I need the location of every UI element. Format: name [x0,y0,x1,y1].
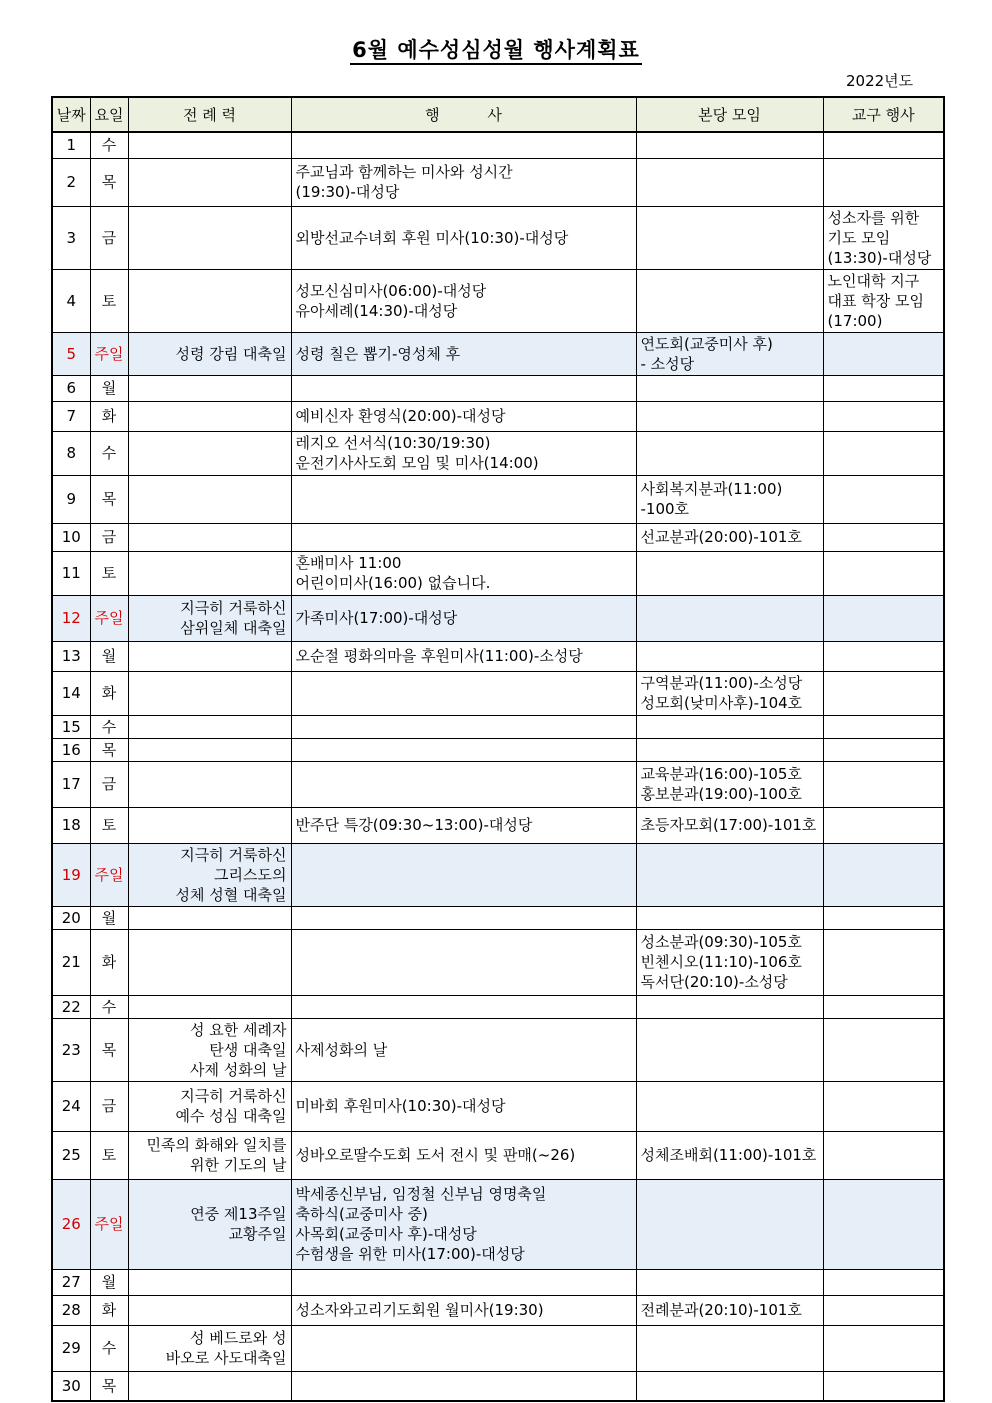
event-cell-line: 외방선교수녀회 후원 미사(10:30)-대성당 [295,228,569,247]
event-cell [291,595,636,641]
district-cell [823,1081,944,1131]
parish-cell [636,843,823,906]
district-cell [823,843,944,906]
event-cell [291,1018,636,1081]
district-cell [823,375,944,401]
parish-cell-line: 빈첸시오(11:10)-106호 [640,953,802,971]
table-row [52,332,944,375]
district-cell [823,523,944,551]
district-cell [823,1325,944,1371]
event-cell [291,807,636,843]
liturgy-cell-line: 지극히 거룩하신 [180,1087,287,1105]
liturgy-cell [128,269,291,332]
event-cell-line: 축하식(교중미사 중) [295,1205,428,1223]
header-weekday: 요일 [90,97,128,132]
parish-cell [636,431,823,475]
weekday-cell: 금 [90,761,128,807]
district-cell [823,332,944,375]
parish-cell [636,807,823,843]
table-row [52,1371,944,1401]
district-cell [823,401,944,431]
weekday-cell: 금 [90,523,128,551]
district-cell [823,269,944,332]
parish-cell [636,1295,823,1325]
event-cell [291,269,636,332]
event-cell-line: 주교님과 함께하는 미사와 성시간 [295,163,513,181]
event-cell [291,1295,636,1325]
parish-cell [636,401,823,431]
weekday-cell: 주일 [90,843,128,906]
liturgy-cell-line: 사제 성화의 날 [190,1060,287,1079]
event-cell [291,843,636,906]
day-cell: 30 [52,1371,90,1401]
day-cell: 9 [52,475,90,523]
event-cell [291,715,636,738]
district-cell [823,1371,944,1401]
table-row [52,671,944,715]
weekday-cell: 목 [90,738,128,761]
liturgy-cell [128,641,291,671]
district-cell [823,641,944,671]
parish-cell [636,206,823,269]
event-cell-line: 성소자와고리기도회원 월미사(19:30) [295,1301,544,1319]
event-cell-line: 사제성화의 날 [295,1040,388,1059]
parish-cell [636,523,823,551]
weekday-cell: 목 [90,1371,128,1401]
event-cell-line: 운전기사사도회 모임 및 미사(14:00) [295,454,539,472]
event-cell [291,375,636,401]
weekday-cell: 수 [90,132,128,158]
liturgy-cell [128,715,291,738]
day-cell: 27 [52,1269,90,1295]
event-cell-line: 성모신심미사(06:00)-대성당 [295,281,487,300]
schedule-table [51,96,945,1402]
weekday-cell: 월 [90,375,128,401]
day-cell: 17 [52,761,90,807]
parish-cell [636,132,823,158]
parish-cell [636,375,823,401]
parish-cell-line: 구역분과(11:00)-소성당 [640,674,803,692]
event-cell-line: 어린이미사(16:00) 없습니다. [295,574,491,592]
parish-cell-line: -100호 [640,500,690,518]
event-cell [291,431,636,475]
day-cell: 22 [52,995,90,1018]
event-cell-line: 수험생을 위한 미사(17:00)-대성당 [295,1245,525,1263]
table-row [52,995,944,1018]
parish-cell [636,1179,823,1269]
day-cell: 29 [52,1325,90,1371]
table-row [52,158,944,206]
parish-cell [636,551,823,595]
table-row [52,715,944,738]
parish-cell-line: 전례분과(20:10)-101호 [640,1301,802,1319]
liturgy-cell-line: 성 요한 세례자 [190,1020,287,1039]
parish-cell [636,158,823,206]
liturgy-cell-line: 바오로 사도대축일 [165,1349,287,1367]
district-cell [823,431,944,475]
page-title: 6월 예수성심성월 행사계획표 [0,34,992,64]
parish-cell [636,332,823,375]
weekday-cell: 수 [90,715,128,738]
event-cell [291,551,636,595]
parish-cell-line: 홍보분과(19:00)-100호 [640,785,802,803]
table-row [52,401,944,431]
parish-cell [636,1325,823,1371]
event-cell [291,929,636,995]
liturgy-cell [128,906,291,929]
day-cell: 18 [52,807,90,843]
district-cell [823,475,944,523]
day-cell: 4 [52,269,90,332]
liturgy-cell [128,132,291,158]
table-row [52,1018,944,1081]
district-cell [823,595,944,641]
weekday-cell: 토 [90,807,128,843]
weekday-cell: 주일 [90,332,128,375]
day-cell: 5 [52,332,90,375]
table-row [52,375,944,401]
table-row [52,641,944,671]
parish-cell-line: 연도회(교중미사 후) [640,334,773,353]
liturgy-cell-line: 연중 제13주일 [190,1205,287,1223]
liturgy-cell [128,158,291,206]
liturgy-cell-line: 지극히 거룩하신 [180,845,287,864]
event-cell [291,761,636,807]
liturgy-cell [128,1179,291,1269]
day-cell: 12 [52,595,90,641]
year-label: 2022년도 [846,72,914,90]
parish-cell [636,1371,823,1401]
table-row [52,551,944,595]
event-cell-line: 성령 칠은 뽑기-영성체 후 [295,344,461,363]
table-row [52,269,944,332]
event-cell [291,132,636,158]
header-liturgy: 전 례 력 [128,97,291,132]
district-cell [823,1269,944,1295]
parish-cell [636,929,823,995]
liturgy-cell-line: 삼위일체 대축일 [180,619,287,637]
event-cell-line: 가족미사(17:00)-대성당 [295,609,458,627]
district-cell [823,929,944,995]
district-cell [823,158,944,206]
table-row [52,843,944,906]
day-cell: 10 [52,523,90,551]
liturgy-cell [128,807,291,843]
parish-cell [636,595,823,641]
district-cell [823,551,944,595]
parish-cell [636,738,823,761]
table-row [52,761,944,807]
table-row [52,1295,944,1325]
parish-cell [636,641,823,671]
liturgy-cell [128,1131,291,1179]
day-cell: 23 [52,1018,90,1081]
event-cell [291,206,636,269]
parish-cell-line: 선교분과(20:00)-101호 [640,528,802,546]
day-cell: 6 [52,375,90,401]
event-cell-line: 사목회(교중미사 후)-대성당 [295,1225,477,1243]
liturgy-cell [128,738,291,761]
table-row [52,595,944,641]
day-cell: 13 [52,641,90,671]
event-cell-line: 혼배미사 11:00 [295,554,402,572]
district-cell [823,738,944,761]
event-cell [291,995,636,1018]
district-cell [823,1131,944,1179]
liturgy-cell [128,1269,291,1295]
weekday-cell: 목 [90,475,128,523]
day-cell: 28 [52,1295,90,1325]
event-cell-line: 미바회 후원미사(10:30)-대성당 [295,1097,506,1115]
parish-cell [636,995,823,1018]
event-cell-line: 오순절 평화의마을 후원미사(11:00)-소성당 [295,647,583,665]
liturgy-cell [128,1325,291,1371]
table-row [52,1179,944,1269]
weekday-cell: 토 [90,551,128,595]
event-cell [291,906,636,929]
table-row [52,1081,944,1131]
event-cell [291,738,636,761]
weekday-cell: 수 [90,1325,128,1371]
liturgy-cell [128,1018,291,1081]
table-row [52,807,944,843]
table-row [52,929,944,995]
table-row [52,206,944,269]
day-cell: 8 [52,431,90,475]
table-row [52,1269,944,1295]
parish-cell-line: 교육분과(16:00)-105호 [640,765,802,783]
table-row [52,475,944,523]
liturgy-cell-line: 성령 강림 대축일 [175,344,287,363]
liturgy-cell-line: 그리스도의 [214,865,287,884]
day-cell: 16 [52,738,90,761]
day-cell: 26 [52,1179,90,1269]
weekday-cell: 주일 [90,1179,128,1269]
district-cell-line: 노인대학 지구 [827,271,920,290]
weekday-cell: 목 [90,1018,128,1081]
event-cell [291,401,636,431]
weekday-cell: 수 [90,431,128,475]
header-day: 날짜 [52,97,90,132]
event-cell-line: 박세종신부님, 임정철 신부님 영명축일 [295,1185,547,1203]
parish-cell [636,761,823,807]
event-cell [291,332,636,375]
day-cell: 7 [52,401,90,431]
day-cell: 24 [52,1081,90,1131]
event-cell [291,1081,636,1131]
district-cell [823,206,944,269]
district-cell [823,1018,944,1081]
liturgy-cell [128,1081,291,1131]
district-cell-line: (13:30)-대성당 [827,248,932,267]
weekday-cell: 화 [90,671,128,715]
liturgy-cell-line: 예수 성심 대축일 [175,1107,287,1125]
district-cell [823,906,944,929]
weekday-cell: 금 [90,1081,128,1131]
district-cell [823,715,944,738]
event-cell-line: 레지오 선서식(10:30/19:30) [295,434,491,452]
day-cell: 15 [52,715,90,738]
parish-cell [636,1269,823,1295]
event-cell-line: 예비신자 환영식(20:00)-대성당 [295,407,506,425]
parish-cell-line: - 소성당 [640,354,695,373]
district-cell-line: (17:00) [827,311,883,330]
district-cell [823,132,944,158]
district-cell [823,807,944,843]
weekday-cell: 화 [90,929,128,995]
liturgy-cell-line: 성 베드로와 성 [190,1329,287,1347]
event-cell [291,1179,636,1269]
weekday-cell: 수 [90,995,128,1018]
liturgy-cell [128,1371,291,1401]
event-cell [291,1371,636,1401]
event-cell [291,671,636,715]
day-cell: 21 [52,929,90,995]
event-cell [291,1269,636,1295]
parish-cell-line: 성체조배회(11:00)-101호 [640,1146,817,1164]
weekday-cell: 월 [90,1269,128,1295]
header-row [52,97,944,132]
parish-cell [636,475,823,523]
table-row [52,1131,944,1179]
district-cell-line: 성소자를 위한 [827,208,920,227]
event-cell-line: (19:30)-대성당 [295,183,400,201]
liturgy-cell [128,431,291,475]
liturgy-cell-line: 성체 성혈 대축일 [175,885,287,904]
liturgy-cell [128,206,291,269]
parish-cell [636,715,823,738]
event-cell [291,1131,636,1179]
parish-cell [636,906,823,929]
liturgy-cell [128,475,291,523]
event-cell-line: 유아세례(14:30)-대성당 [295,301,458,320]
parish-cell-line: 성모회(낮미사후)-104호 [640,694,803,712]
parish-cell-line: 독서단(20:10)-소성당 [640,973,788,991]
parish-cell [636,269,823,332]
event-cell [291,523,636,551]
event-cell [291,641,636,671]
weekday-cell: 목 [90,158,128,206]
weekday-cell: 월 [90,906,128,929]
parish-cell-line: 사회복지분과(11:00) [640,480,783,498]
table-row [52,431,944,475]
weekday-cell: 토 [90,269,128,332]
parish-cell [636,671,823,715]
table-row [52,132,944,158]
liturgy-cell [128,929,291,995]
event-cell-line: 성바오로딸수도회 도서 전시 및 판매(~26) [295,1146,576,1164]
district-cell [823,671,944,715]
weekday-cell: 월 [90,641,128,671]
liturgy-cell [128,375,291,401]
liturgy-cell-line: 교황주일 [228,1225,287,1243]
liturgy-cell [128,1295,291,1325]
table-row [52,906,944,929]
day-cell: 19 [52,843,90,906]
liturgy-cell [128,995,291,1018]
parish-cell-line: 성소분과(09:30)-105호 [640,933,802,951]
liturgy-cell [128,843,291,906]
parish-cell [636,1131,823,1179]
liturgy-cell [128,332,291,375]
weekday-cell: 주일 [90,595,128,641]
day-cell: 25 [52,1131,90,1179]
parish-cell-line: 초등자모회(17:00)-101호 [640,816,817,834]
header-parish-meetings: 본당 모임 [636,97,823,132]
table-row [52,1325,944,1371]
district-cell [823,1179,944,1269]
header-district-events: 교구 행사 [823,97,944,132]
parish-cell [636,1018,823,1081]
weekday-cell: 금 [90,206,128,269]
district-cell [823,995,944,1018]
liturgy-cell-line: 지극히 거룩하신 [180,599,287,617]
liturgy-cell [128,401,291,431]
day-cell: 11 [52,551,90,595]
header-events: 행 사 [291,97,636,132]
district-cell-line: 기도 모임 [827,228,891,247]
day-cell: 2 [52,158,90,206]
district-cell [823,1295,944,1325]
liturgy-cell [128,523,291,551]
liturgy-cell [128,595,291,641]
weekday-cell: 토 [90,1131,128,1179]
liturgy-cell-line: 위한 기도의 날 [190,1156,287,1174]
event-cell-line: 반주단 특강(09:30~13:00)-대성당 [295,816,533,834]
weekday-cell: 화 [90,1295,128,1325]
day-cell: 20 [52,906,90,929]
table-row [52,738,944,761]
liturgy-cell-line: 탄생 대축일 [209,1040,287,1059]
event-cell [291,158,636,206]
weekday-cell: 화 [90,401,128,431]
liturgy-cell [128,551,291,595]
liturgy-cell-line: 민족의 화해와 일치를 [146,1136,287,1154]
event-cell [291,1325,636,1371]
event-cell [291,475,636,523]
district-cell-line: 대표 학장 모임 [827,291,924,310]
day-cell: 1 [52,132,90,158]
schedule-body [52,132,944,1401]
day-cell: 3 [52,206,90,269]
liturgy-cell [128,761,291,807]
parish-cell [636,1081,823,1131]
day-cell: 14 [52,671,90,715]
district-cell [823,761,944,807]
liturgy-cell [128,671,291,715]
table-row [52,523,944,551]
